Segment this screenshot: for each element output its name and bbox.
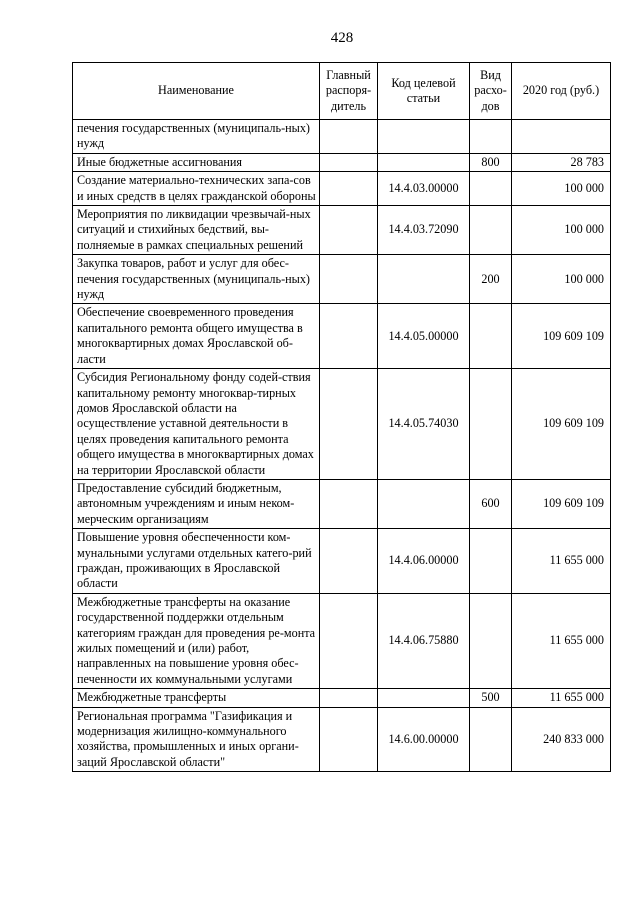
- table-row: [73, 304, 611, 369]
- header-row: [73, 63, 611, 120]
- cell-code: 14.4.03.00000: [378, 172, 470, 206]
- table-body: [73, 120, 611, 772]
- cell-admin: [320, 689, 378, 707]
- cell-name: Предоставление субсидий бюджетным, автономным учреждениям и иным неком-мерческим организациям: [73, 479, 320, 528]
- table-row: [73, 593, 611, 688]
- cell-sum: 109 609 109: [512, 369, 611, 480]
- cell-code: [378, 153, 470, 171]
- cell-code: 14.4.06.75880: [378, 593, 470, 688]
- header-code: Код целевой статьи: [378, 63, 470, 120]
- table-row: [73, 206, 611, 255]
- cell-kind: 600: [470, 479, 512, 528]
- table-row: [73, 707, 611, 772]
- table-row: [73, 529, 611, 594]
- cell-admin: [320, 120, 378, 154]
- cell-name: Межбюджетные трансферты на оказание государственной поддержки отдельным категориям граждан для проведения ре-монта жилых помещений и (или) работ, направленных на повышение уровня обес-печенности их коммунальными услугами: [73, 593, 320, 688]
- header-sum: 2020 год (руб.): [512, 63, 611, 120]
- header-kind: Вид расхо-дов: [470, 63, 512, 120]
- cell-sum: [512, 120, 611, 154]
- cell-kind: [470, 172, 512, 206]
- cell-code: 14.4.05.00000: [378, 304, 470, 369]
- header-name: Наименование: [73, 63, 320, 120]
- cell-kind: 500: [470, 689, 512, 707]
- header-admin: Главный распоря-дитель: [320, 63, 378, 120]
- cell-code: [378, 120, 470, 154]
- cell-code: [378, 689, 470, 707]
- cell-kind: [470, 593, 512, 688]
- cell-sum: 11 655 000: [512, 593, 611, 688]
- cell-name: Обеспечение своевременного проведения капитального ремонта общего имущества в многоквартирных домах Ярославской об-ласти: [73, 304, 320, 369]
- cell-kind: [470, 369, 512, 480]
- cell-sum: 28 783: [512, 153, 611, 171]
- cell-code: 14.4.03.72090: [378, 206, 470, 255]
- cell-code: 14.6.00.00000: [378, 707, 470, 772]
- cell-admin: [320, 479, 378, 528]
- cell-sum: 100 000: [512, 172, 611, 206]
- cell-sum: 109 609 109: [512, 479, 611, 528]
- cell-kind: [470, 529, 512, 594]
- cell-code: [378, 255, 470, 304]
- cell-admin: [320, 255, 378, 304]
- cell-sum: 11 655 000: [512, 529, 611, 594]
- cell-name: Региональная программа "Газификация и модернизация жилищно-коммунального хозяйства, промышленных и иных органи-заций Ярославской области": [73, 707, 320, 772]
- cell-kind: [470, 304, 512, 369]
- cell-code: 14.4.06.00000: [378, 529, 470, 594]
- cell-sum: 100 000: [512, 206, 611, 255]
- cell-name: Закупка товаров, работ и услуг для обес-печения государственных (муниципаль-ных) нужд: [73, 255, 320, 304]
- cell-sum: 109 609 109: [512, 304, 611, 369]
- page-number: 428: [330, 30, 354, 46]
- cell-code: [378, 479, 470, 528]
- cell-admin: [320, 529, 378, 594]
- table-row: [73, 120, 611, 154]
- cell-name: Субсидия Региональному фонду содей-ствия капитальному ремонту многоквар-тирных домов Ярославской области на осуществление уставной деятельности в целях проведения капитального ремонта общего имущества в многоквартирных домах на территории Ярославской области: [73, 369, 320, 480]
- cell-name: Иные бюджетные ассигнования: [73, 153, 320, 171]
- table-header: [73, 63, 611, 120]
- budget-table: [72, 62, 611, 772]
- cell-admin: [320, 593, 378, 688]
- cell-kind: 200: [470, 255, 512, 304]
- cell-name: Создание материально-технических запа-сов и иных средств в целях гражданской обороны: [73, 172, 320, 206]
- cell-admin: [320, 172, 378, 206]
- table-row: [73, 153, 611, 171]
- cell-sum: 240 833 000: [512, 707, 611, 772]
- cell-admin: [320, 153, 378, 171]
- cell-kind: [470, 707, 512, 772]
- cell-name: печения государственных (муниципаль-ных) нужд: [73, 120, 320, 154]
- cell-kind: 800: [470, 153, 512, 171]
- table-row: [73, 479, 611, 528]
- cell-admin: [320, 304, 378, 369]
- table-row: [73, 369, 611, 480]
- table-row: [73, 172, 611, 206]
- cell-sum: 100 000: [512, 255, 611, 304]
- cell-admin: [320, 206, 378, 255]
- table-row: [73, 689, 611, 707]
- cell-kind: [470, 120, 512, 154]
- cell-name: Мероприятия по ликвидации чрезвычай-ных ситуаций и стихийных бедствий, вы-полняемые в рамках специальных решений: [73, 206, 320, 255]
- cell-name: Повышение уровня обеспеченности ком-мунальными услугами отдельных катего-рий граждан, проживающих в Ярославской области: [73, 529, 320, 594]
- cell-admin: [320, 707, 378, 772]
- cell-kind: [470, 206, 512, 255]
- table-row: [73, 255, 611, 304]
- cell-admin: [320, 369, 378, 480]
- cell-sum: 11 655 000: [512, 689, 611, 707]
- cell-name: Межбюджетные трансферты: [73, 689, 320, 707]
- cell-code: 14.4.05.74030: [378, 369, 470, 480]
